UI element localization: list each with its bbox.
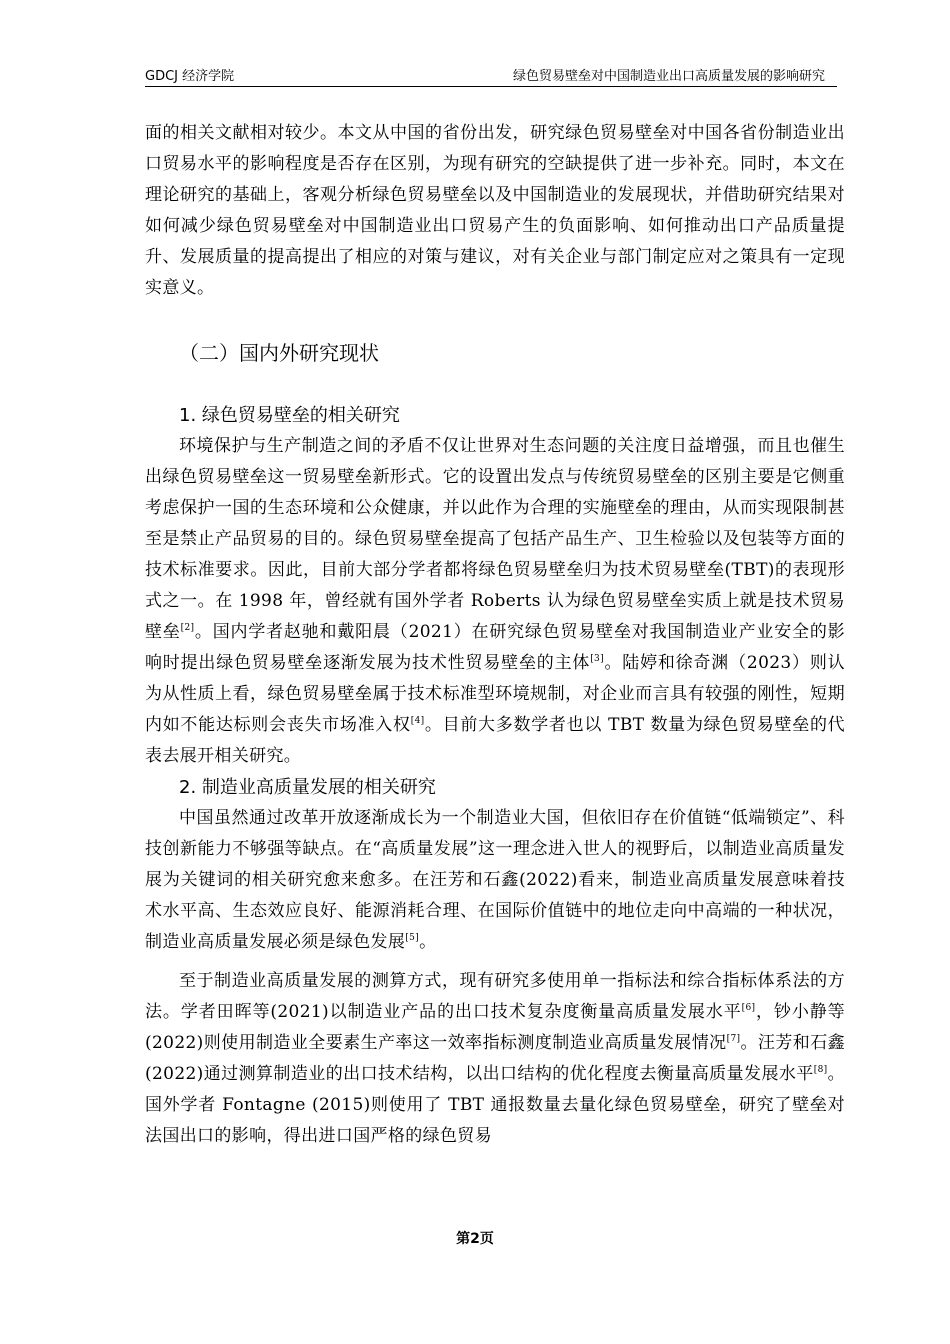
text-segment: 。 xyxy=(419,932,437,952)
text-segment: ，钞小静等(2022)则使用制造业全要素生产率这一效率指标测度制造业高质量发展情况 xyxy=(145,1002,845,1053)
text-segment: 。汪芳和石鑫(2022)通过测算制造业的出口技术结构，以出口结构的优化程度去衡量高质量发展水平 xyxy=(145,1033,845,1084)
citation: [8] xyxy=(813,1065,828,1075)
subsection-2-title: 2. 制造业高质量发展的相关研究 xyxy=(179,777,436,798)
page-header xyxy=(145,68,837,87)
text-segment: 。国内学者赵驰和戴阳晨（2021）在研究绿色贸易壁垒对我国制造业产业安全的影响时提出绿色贸易壁垒逐渐发展为技术性贸易壁垒的主体 xyxy=(145,622,846,673)
section-title: （二）国内外研究现状 xyxy=(179,341,379,365)
text-segment: 。国外学者 Fontagne (2015)则使用了 TBT 通报数量去量化绿色贸易壁垒，研究了壁垒对法国出口的影响，得出进口国严格的绿色贸易 xyxy=(145,1064,845,1146)
intro-paragraph: 面的相关文献相对较少。本文从中国的省份出发，研究绿色贸易壁垒对中国各省份制造业出口贸易水平的影响程度是否存在区别，为现有研究的空缺提供了进一步补充。同时，本文在理论研究的基础上，客观分析绿色贸易壁垒以及中国制造业的发展现状，并借助研究结果对如何减少绿色贸易壁垒对中国制造业出口贸易产生的负面影响、如何推动出口产品质量提升、发展质量的提高提出了相应的对策与建议，对有关企业与部门制定应对之策具有一定现实意义。 xyxy=(145,123,845,298)
document-body xyxy=(145,118,845,1152)
manufacturing-paragraph-1 xyxy=(145,803,845,958)
citation: [7] xyxy=(726,1034,741,1044)
text-segment: 环境保护与生产制造之间的矛盾不仅让世界对生态问题的关注度日益增强，而且也催生出绿色贸易壁垒这一贸易壁垒新形式。它的设置出发点与传统贸易壁垒的区别主要是它侧重考虑保护一国的生态环境和公众健康，并以此作为合理的实施壁垒的理由，从而实现限制甚至是禁止产品贸易的目的。绿色贸易壁垒提高了包括产品生产、卫生检验以及包装等方面的技术标准要求。因此，目前大部分学者都将绿色贸易壁垒归为技术贸易壁垒(TBT)的表现形式之一。在 1998 年，曾经就有国外学者 Roberts 认为绿色贸易壁垒实质上就是技术贸易壁垒 xyxy=(145,436,845,642)
text-segment: 。陆婷和徐奇渊（2023）则认为从性质上看，绿色贸易壁垒属于技术标准型环境规制，对企业而言具有较强的刚性，短期内如不能达标则会丧失市场准入权 xyxy=(145,653,846,735)
text-segment: 中国虽然通过改革开放逐渐成长为一个制造业大国，但依旧存在价值链“低端锁定”、科技创新能力不够强等缺点。在“高质量发展”这一理念进入世人的视野后，以制造业高质量发展为关键词的相关研究愈来愈多。在汪芳和石鑫(2022)看来，制造业高质量发展意味着技术水平高、生态效应良好、能源消耗合理、在国际价值链中的地位走向中高端的一种状况，制造业高质量发展必须是绿色发展 xyxy=(145,808,845,952)
text-segment: 。目前大多数学者也以 TBT 数量为绿色贸易壁垒的代表去展开相关研究。 xyxy=(145,715,846,766)
page-number: 第2页 xyxy=(456,1231,494,1247)
green-barrier-paragraph xyxy=(145,431,845,772)
manufacturing-paragraph-2 xyxy=(145,966,845,1152)
citation: [2] xyxy=(180,623,195,633)
citation: [4] xyxy=(410,716,425,726)
header-paper-title: 绿色贸易壁垒对中国制造业出口高质量发展的影响研究 xyxy=(512,69,825,84)
header-school: GDCJ 经济学院 xyxy=(145,69,235,84)
citation: [6] xyxy=(741,1003,756,1013)
text-segment: 至于制造业高质量发展的测算方式，现有研究多使用单一指标法和综合指标体系法的方法。学者田晖等(2021)以制造业产品的出口技术复杂度衡量高质量发展水平 xyxy=(145,971,845,1022)
citation: [5] xyxy=(405,933,420,943)
subsection-1-title: 1. 绿色贸易壁垒的相关研究 xyxy=(179,405,400,426)
citation: [3] xyxy=(590,654,604,664)
